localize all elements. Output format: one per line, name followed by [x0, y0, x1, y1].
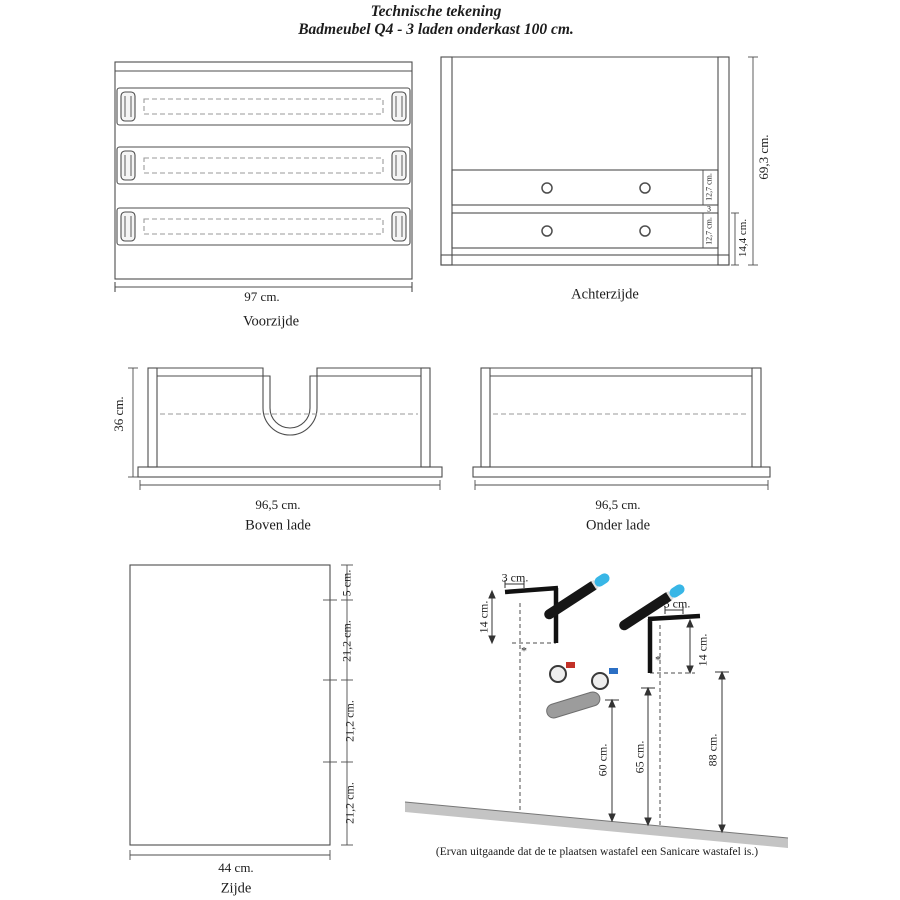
screw-hole — [640, 183, 650, 193]
drawer-handle-right-icon — [392, 92, 406, 121]
drawer-wall-left — [481, 368, 490, 467]
install-supply-height-label: 65 cm. — [632, 740, 647, 774]
faucet-pen-left — [542, 571, 611, 621]
back-view-label: Achterzijde — [571, 286, 639, 303]
install-left-offset-label: 3 cm. — [501, 570, 529, 585]
top-drawer-width-label: 96,5 cm. — [255, 497, 301, 512]
side-segment-4-label: 21,2 cm. — [342, 782, 357, 824]
hot-water-marker — [566, 662, 575, 668]
drawer-front-3 — [117, 208, 410, 245]
screw-hole — [542, 226, 552, 236]
base-plate — [441, 255, 729, 265]
drawer-handle-right-icon — [392, 151, 406, 180]
drawer-handle-left-icon — [121, 92, 135, 121]
bottom-drawer-drawing — [460, 358, 782, 493]
side-view-drawing — [125, 560, 375, 860]
water-outlet-right — [592, 673, 608, 689]
drawer-front-1 — [117, 88, 410, 125]
bottom-drawer-dimension-line — [475, 480, 768, 490]
mounting-rail-lower — [452, 213, 718, 248]
install-right-offset-label: 3 cm. — [663, 596, 691, 611]
front-view-drawing — [110, 56, 420, 296]
floor-surface — [405, 802, 788, 848]
drawer-handle-right-icon — [392, 212, 406, 241]
drawer-wall-right — [752, 368, 761, 467]
drawer-base-plate — [138, 467, 442, 477]
mounting-rail-upper — [452, 170, 718, 205]
side-panel-outline — [130, 565, 330, 845]
drawer-front-2 — [117, 147, 410, 184]
drawer-handle-left-icon — [121, 151, 135, 180]
side-panel-left — [441, 57, 452, 265]
side-segment-3-label: 21,2 cm. — [342, 700, 357, 742]
page-subtitle: Badmeubel Q4 - 3 laden onderkast 100 cm. — [298, 20, 574, 38]
drawer-base-plate — [473, 467, 770, 477]
top-drawer-drawing — [105, 358, 455, 493]
bottom-drawer-label: Onder lade — [585, 517, 651, 534]
back-upper-rail-label: 12,7 cm. — [704, 173, 714, 201]
back-plinth-label: 14,4 cm. — [737, 218, 749, 258]
back-view-drawing — [435, 52, 780, 277]
cabinet-outline — [115, 62, 412, 279]
bottom-drawer-width-label: 96,5 cm. — [595, 497, 641, 512]
drawer-wall-left — [148, 368, 157, 467]
side-segment-2-label: 21,2 cm. — [339, 620, 354, 662]
top-drawer-label: Boven lade — [245, 517, 311, 534]
drawer-handle-left-icon — [121, 212, 135, 241]
floor-edge-line — [405, 802, 788, 838]
side-segment-1-label: 5 cm. — [339, 569, 354, 597]
footnote-marker-right: * — [655, 652, 661, 667]
top-drawer-dimension-lines — [128, 368, 440, 490]
install-faucet-height-label: 88 cm. — [705, 733, 720, 767]
side-width-label: 44 cm. — [218, 860, 254, 875]
right-drop-dimension — [687, 620, 693, 673]
screw-hole — [640, 226, 650, 236]
footnote-marker-left: * — [521, 643, 527, 658]
siphon-cutout-outer — [157, 368, 421, 435]
side-width-dimension-line — [130, 850, 330, 860]
back-rail-gap-label: 3 — [707, 204, 711, 214]
install-left-drop-label: 14 cm. — [476, 600, 491, 634]
cold-water-marker — [609, 668, 618, 674]
drawer-wall-right — [421, 368, 430, 467]
top-drawer-height-label: 36 cm. — [111, 396, 126, 432]
drain-pipe — [545, 690, 602, 719]
installation-note: (Ervan uitgaande dat de te plaatsen wastafel een Sanicare wastafel is.) — [435, 846, 759, 858]
screw-hole — [542, 183, 552, 193]
back-total-height-label: 69,3 cm. — [756, 134, 771, 180]
install-drain-height-label: 60 cm. — [595, 743, 610, 777]
side-view-label: Zijde — [220, 880, 252, 897]
siphon-cutout-inner — [157, 376, 421, 428]
back-lower-rail-label: 12,7 cm. — [704, 217, 714, 245]
front-view-label: Voorzijde — [242, 313, 300, 330]
install-right-drop-label: 14 cm. — [695, 633, 710, 667]
front-width-label: 97 cm. — [244, 289, 280, 304]
page-title: Technische tekening — [370, 3, 502, 20]
water-outlet-left — [550, 666, 566, 682]
installation-drawing — [395, 555, 795, 865]
side-panel-right — [718, 57, 729, 265]
drawing-title-block — [0, 3, 872, 39]
